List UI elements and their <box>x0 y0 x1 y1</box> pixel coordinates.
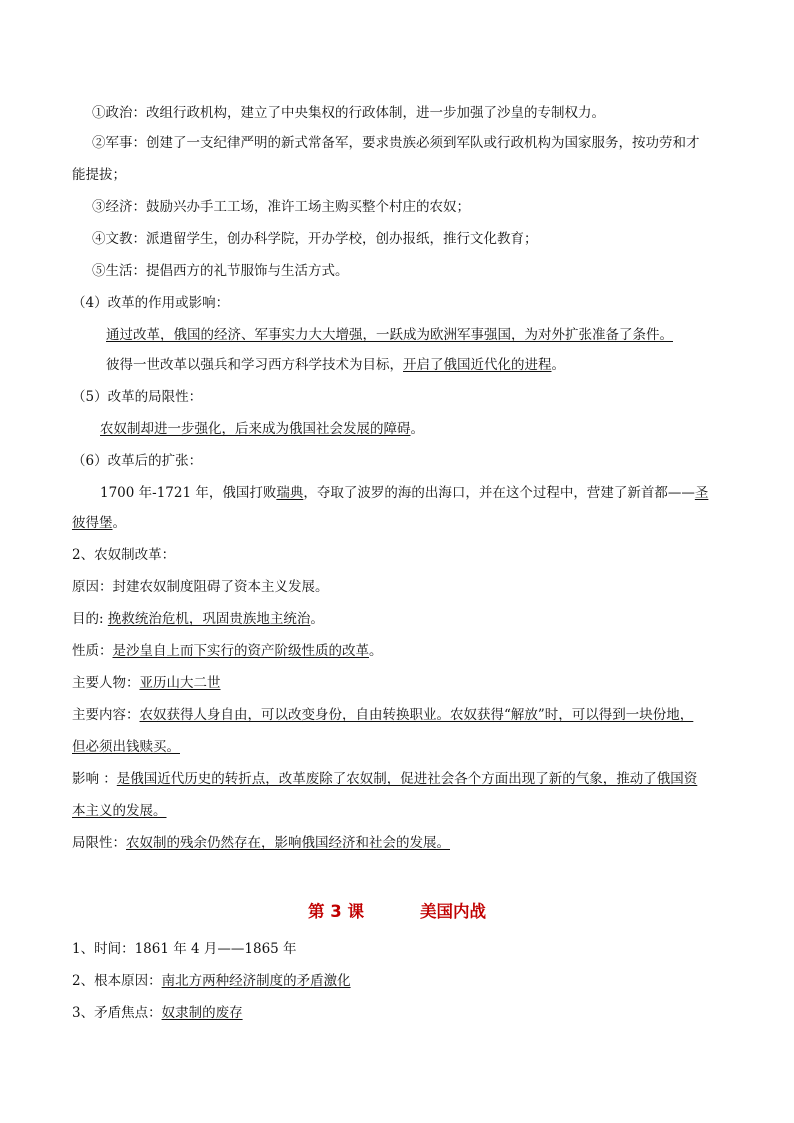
lesson3-focus <box>72 1003 243 1023</box>
serf-purpose-suffix: 。 <box>310 611 324 627</box>
impact-line-2-prefix: 彼得一世改革以强兵和学习西方科学技术为目标， <box>106 357 403 373</box>
serf-limit-label: 局限性： <box>72 835 126 851</box>
impact-line-1: 通过改革，俄国的经济、军事实力大大增强，一跃成为欧洲军事强国，为对外扩张准备了条件。 <box>106 327 673 343</box>
lesson3-time: 1、时间：1861 年 4 月——1865 年 <box>72 941 297 957</box>
limits-heading: （5）改革的局限性： <box>72 389 203 405</box>
serf-limit <box>72 833 450 853</box>
serf-effect <box>72 769 697 789</box>
serf-nature-label: 性质： <box>72 643 113 659</box>
politics-line: ①政治：改组行政机构，建立了中央集权的行政体制，进一步加强了沙皇的专制权力。 <box>92 105 605 121</box>
serf-person <box>72 673 221 693</box>
limits-text <box>100 419 424 439</box>
expansion-text-a: 1700 年-1721 年，俄国打败 <box>100 485 277 501</box>
serf-purpose <box>72 609 324 629</box>
serf-content-text-2: 但必须出钱赎买。 <box>72 739 180 755</box>
lesson3-focus-text: 奴隶制的废存 <box>161 1005 243 1021</box>
expansion-line-2 <box>72 513 126 533</box>
impact-line-2 <box>106 355 565 375</box>
expansion-text-c: ，夺取了波罗的海的出海口，并在这个过程中，营建了新首都—— <box>303 485 695 501</box>
lesson-name: 美国内战 <box>419 902 486 921</box>
expansion-sweden: 瑞典 <box>276 485 304 501</box>
limits-key: 农奴制却进一步强化，后来成为俄国社会发展的障碍 <box>100 421 411 437</box>
serf-person-label: 主要人物： <box>72 675 140 691</box>
lesson-number: 第 3 课 <box>308 902 364 921</box>
military-line: ②军事：创建了一支纪律严明的新式常备军，要求贵族必须到军队或行政机构为国家服务，按功劳和才 <box>92 135 700 151</box>
expansion-suffix: 。 <box>112 515 126 531</box>
serf-effect-label: 影响 ： <box>72 771 117 787</box>
impact-line-2-suffix: 。 <box>551 357 565 373</box>
impact-heading: （4）改革的作用或影响： <box>72 295 230 311</box>
serf-content-label: 主要内容： <box>72 707 140 723</box>
serf-content <box>72 705 693 725</box>
serf-person-name: 亚历山大二世 <box>139 675 221 691</box>
impact-line-2-key: 开启了俄国近代化的进程 <box>403 357 552 373</box>
serf-purpose-text: 挽救统治危机，巩固贵族地主统治 <box>107 611 311 627</box>
lesson3-focus-label: 3、矛盾焦点： <box>72 1005 162 1021</box>
serf-content-text-1: 农奴获得人身自由，可以改变身份，自由转换职业。农奴获得“解放”时，可以得到一块份地， <box>139 707 694 723</box>
serf-reform-heading: 2、农奴制改革： <box>72 547 176 563</box>
lesson3-cause-text: 南北方两种经济制度的矛盾激化 <box>161 973 351 989</box>
expansion-capital-start: 圣 <box>694 485 709 501</box>
serf-nature-text: 是沙皇自上而下实行的资产阶级性质的改革 <box>112 643 369 659</box>
lesson-title <box>0 900 794 924</box>
culture-line: ④文教：派遣留学生，创办科学院，开办学校，创办报纸，推行文化教育； <box>92 231 538 247</box>
serf-limit-text: 农奴制的残余仍然存在，影响俄国经济和社会的发展。 <box>126 835 450 851</box>
expansion-capital: 彼得堡 <box>72 515 113 531</box>
serf-effect-text-1: 是俄国近代历史的转折点，改革废除了农奴制，促进社会各个方面出现了新的气象，推动了俄国资 <box>116 771 698 787</box>
serf-effect-text-2: 本主义的发展。 <box>72 803 167 819</box>
lesson3-cause <box>72 971 351 991</box>
military-line-cont: 能提拔； <box>72 167 126 183</box>
economy-line: ③经济：鼓励兴办手工工场，准许工场主购买整个村庄的农奴； <box>92 199 470 215</box>
expansion-heading: （6）改革后的扩张： <box>72 453 203 469</box>
serf-cause: 原因：封建农奴制度阻碍了资本主义发展。 <box>72 579 329 595</box>
expansion-line-1 <box>100 483 708 503</box>
serf-nature-suffix: 。 <box>369 643 383 659</box>
limits-suffix: 。 <box>410 421 424 437</box>
serf-purpose-label: 目的: <box>72 611 108 627</box>
serf-nature <box>72 641 383 661</box>
life-line: ⑤生活：提倡西方的礼节服饰与生活方式。 <box>92 263 349 279</box>
lesson3-cause-label: 2、根本原因： <box>72 973 162 989</box>
